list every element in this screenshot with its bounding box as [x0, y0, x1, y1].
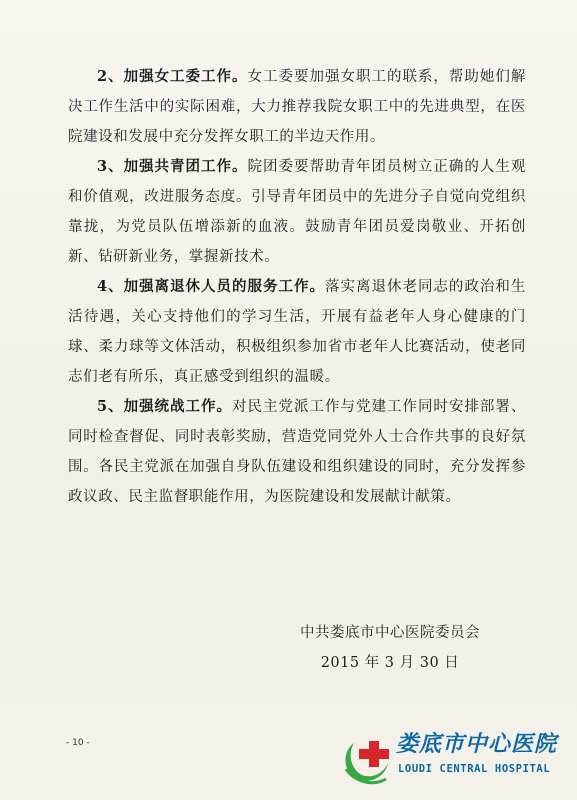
logo-name-chinese: 娄底市中心医院 — [396, 732, 558, 757]
paragraph-united-front — [68, 392, 526, 512]
paragraph-heading: 4、加强离退休人员的服务工作。 — [97, 278, 325, 295]
hospital-logo — [338, 725, 574, 795]
signature-block — [260, 618, 520, 678]
paragraph-text: 落实离退休老同志的政治和生活待遇，关心支持他们的学习生活，开展有益老年人身心健康的门球、柔力球等文体活动，积极组织参加省市老年人比赛活动，使老同志们老有所乐，真正感受到组织的温暖。 — [68, 279, 526, 385]
paragraph-youth-league — [68, 152, 526, 272]
paragraph-womens-committee — [68, 62, 526, 152]
signature-organization: 中共娄底市中心医院委员会 — [300, 625, 480, 641]
paragraph-heading: 3、加强共青团工作。 — [97, 158, 248, 175]
paragraph-text: 对民主党派工作与党建工作同时安排部署、同时检查督促、同时表彰奖励，营造党同党外人士合作共事的良好氛围。各民主党派在加强自身队伍建设和组织建设的同时，充分发挥参政议政、民主监督职能作用，为医院建设和发展献计献策。 — [68, 399, 526, 505]
paragraph-retirees-service — [68, 272, 526, 392]
signature-date: 2015 年 3 月 30 日 — [320, 655, 460, 671]
paragraph-heading: 5、加强统战工作。 — [97, 398, 233, 415]
paragraph-heading: 2、加强女工委工作。 — [97, 68, 248, 85]
document-body — [68, 62, 526, 512]
page-number: - 10 - — [66, 738, 90, 748]
hospital-emblem-icon — [338, 729, 396, 789]
paragraph-text: 院团委要帮助青年团员树立正确的人生观和价值观，改进服务态度。引导青年团员中的先进分子自觉向党组织靠拢，为党员队伍增添新的血液。鼓励青年团员爱岗敬业、开拓创新、钻研新业务，掌握新技术。 — [68, 159, 526, 265]
logo-name-english: LOUDI CENTRAL HOSPITAL — [398, 763, 551, 775]
paragraph-text: 女工委要加强女职工的联系，帮助她们解决工作生活中的实际困难，大力推荐我院女职工中的先进典型，在医院建设和发展中充分发挥女职工的半边天作用。 — [68, 69, 526, 145]
